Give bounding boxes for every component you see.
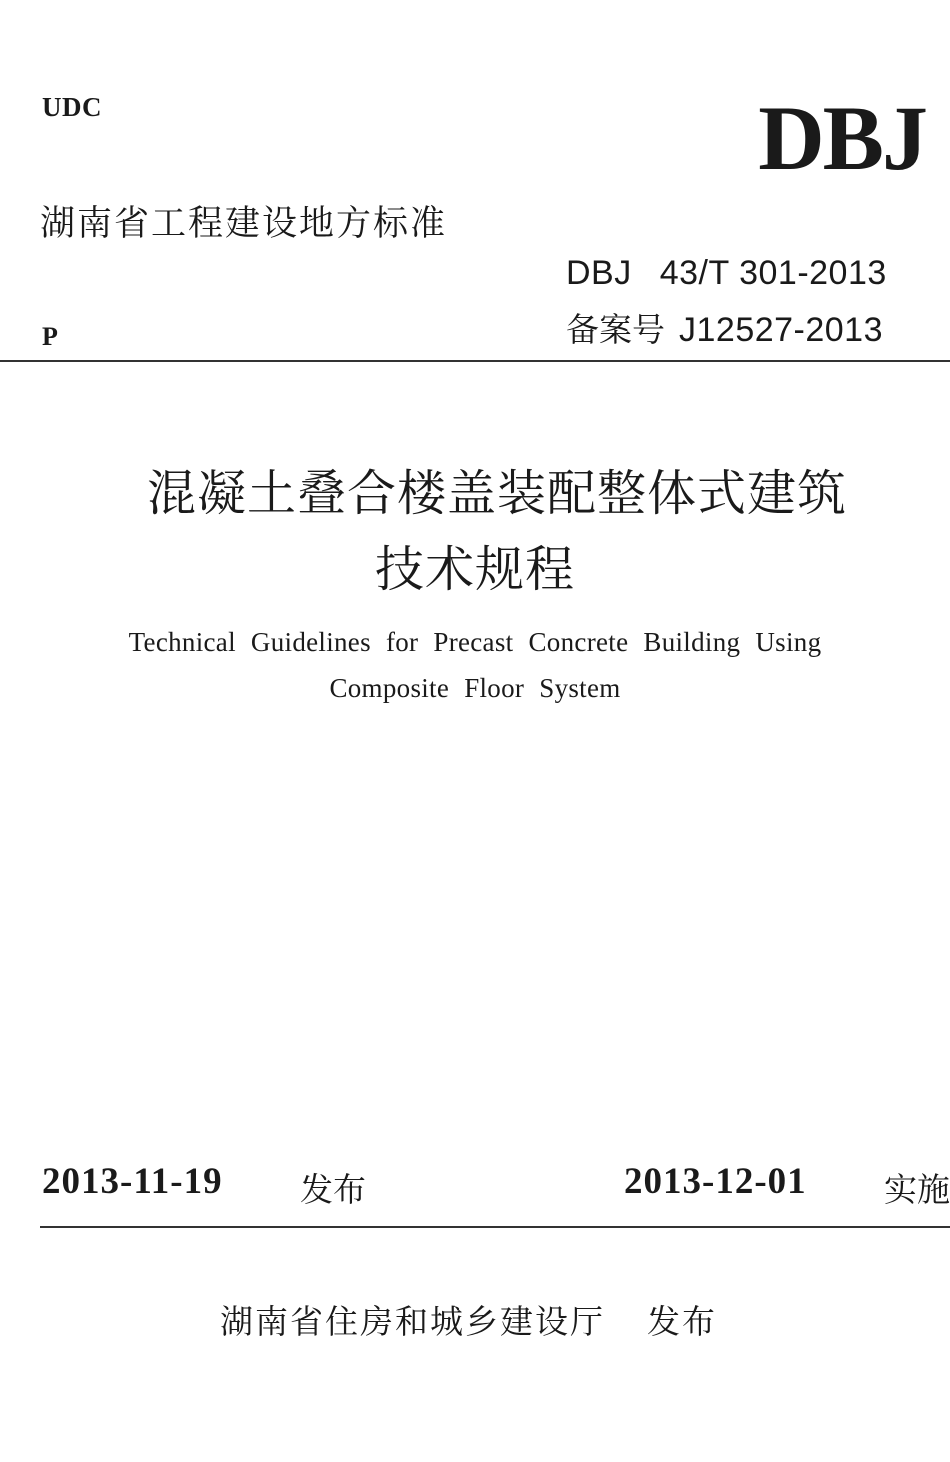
title-cn-line1: 混凝土叠合楼盖装配整体式建筑 xyxy=(146,465,847,522)
title-cn-line2: 技术规程 xyxy=(374,541,575,598)
dbj-logo: DBJ xyxy=(758,87,926,189)
publisher-line xyxy=(220,1296,717,1343)
title-en-line1: Technical Guidelines for Precast Concrete Building Using xyxy=(128,627,822,657)
publisher-name: 湖南省住房和城乡建设厅 xyxy=(220,1302,605,1341)
top-divider xyxy=(0,360,950,362)
udc-label: UDC xyxy=(42,92,102,122)
record-line xyxy=(566,304,883,351)
issue-date: 2013-11-19 xyxy=(42,1161,223,1202)
implement-label: 实施 xyxy=(884,1170,950,1209)
record-label: 备案号 xyxy=(566,310,665,349)
implement-date: 2013-12-01 xyxy=(624,1161,807,1202)
issue-label: 发布 xyxy=(300,1170,366,1209)
bottom-divider xyxy=(40,1226,950,1228)
standard-number: 43/T 301-2013 xyxy=(659,254,887,292)
standard-prefix: DBJ xyxy=(566,254,632,292)
title-en-line2: Composite Floor System xyxy=(329,673,621,703)
classification-code: P xyxy=(42,322,58,351)
record-number: J12527-2013 xyxy=(679,311,884,349)
standard-type: 湖南省工程建设地方标准 xyxy=(40,204,448,244)
publisher-label: 发布 xyxy=(647,1302,717,1341)
standard-number-line xyxy=(566,254,887,293)
